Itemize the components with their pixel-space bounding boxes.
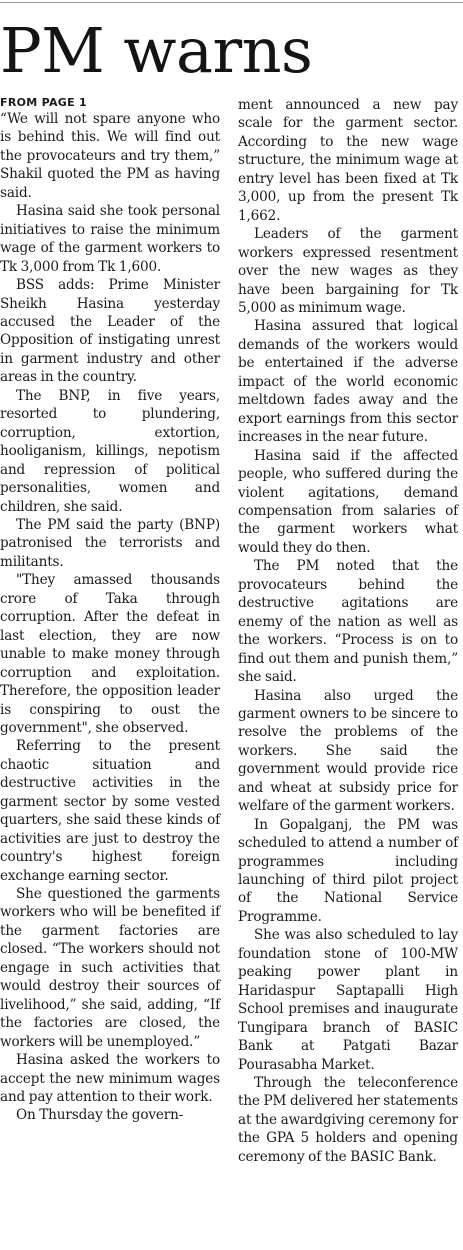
right-column	[238, 96, 458, 1166]
paragraph: Hasina said if the affected people, who suffered during the violent agitations, demand compensation from salaries of the garment workers what would they do then.	[238, 447, 458, 556]
paragraph: The PM noted that the provocateurs behind the destructive agitations are enemy of the nation as well as the workers. “Process is on to find out them and punish them,” she said.	[238, 558, 458, 686]
paragraph: She was also scheduled to lay foundation stone of 100-MW peaking power plant in Haridaspur Saptapalli High School premises and inaugurate Tungipara branch of BASIC Bank at Patgati Bazar Pourasabha Market.	[238, 927, 458, 1073]
paragraph: On Thursday the govern-	[16, 1107, 184, 1124]
top-rule	[0, 2, 463, 3]
paragraph: Hasina also urged the garment owners to be sincere to resolve the problems of the workers. She said the government would provide rice and wheat at subsidy price for welfare of the garment workers.	[238, 687, 458, 815]
paragraph: She questioned the garments workers who will be benefited if the garment factories are closed. “The workers should not engage in such activities that would destroy their sources of livelihood,” she said, adding, “If the factories are closed, the workers will be unemployed.”	[0, 886, 220, 1050]
paragraph: "They amassed thousands crore of Taka through corruption. After the defeat in last election, they are now unable to make money through corruption and exploitation. Therefore, the opposition leader is conspiring to oust the government", she observed.	[0, 572, 220, 736]
paragraph: Hasina assured that logical demands of the workers would be entertained if the adverse impact of the world economic meltdown fades away and the export earnings from this sector increases in the near future.	[238, 318, 458, 446]
paragraph: Leaders of the garment workers expressed resentment over the new wages as they have been bargaining for Tk 5,000 as minimum wage.	[238, 226, 458, 316]
paragraph: ment announced a new pay scale for the garment sector. According to the new wage structure, the minimum wage at entry level has been fixed at Tk 3,000, up from the present Tk 1,662.	[238, 97, 458, 224]
paragraph: Referring to the present chaotic situation and destructive activities in the garment sector by some vested quarters, she said these kinds of activities are just to destroy the country's highest foreign exchange earning sector.	[0, 738, 220, 884]
continued-from-label: FROM PAGE 1	[0, 96, 88, 109]
paragraph: The BNP, in five years, resorted to plundering, corruption, extortion, hooliganism, killings, nepotism and repression of political personalities, women and children, she said.	[0, 387, 220, 515]
paragraph: Hasina asked the workers to accept the new minimum wages and pay attention to their work.	[0, 1052, 220, 1106]
paragraph: BSS adds: Prime Minister Sheikh Hasina yesterday accused the Leader of the Opposition of instigating unrest in garment industry and other areas in the country.	[0, 277, 220, 386]
paragraph: The PM said the party (BNP) patronised the terrorists and militants.	[0, 516, 220, 570]
paragraph: Through the teleconference the PM delivered her statements at the awardgiving ceremony for the GPA 5 holders and opening ceremony of the BASIC Bank.	[238, 1075, 458, 1165]
paragraph: In Gopalganj, the PM was scheduled to attend a number of programmes including launching of third pilot project of the National Service Programme.	[238, 816, 458, 925]
paragraph: Hasina said she took personal initiatives to raise the minimum wage of the garment workers to Tk 3,000 from Tk 1,600.	[0, 203, 220, 275]
paragraph: “We will not spare anyone who is behind this. We will find out the provocateurs and try them,” Shakil quoted the PM as having said.	[0, 111, 220, 201]
left-column	[0, 96, 220, 1125]
headline: PM warns	[0, 14, 313, 87]
